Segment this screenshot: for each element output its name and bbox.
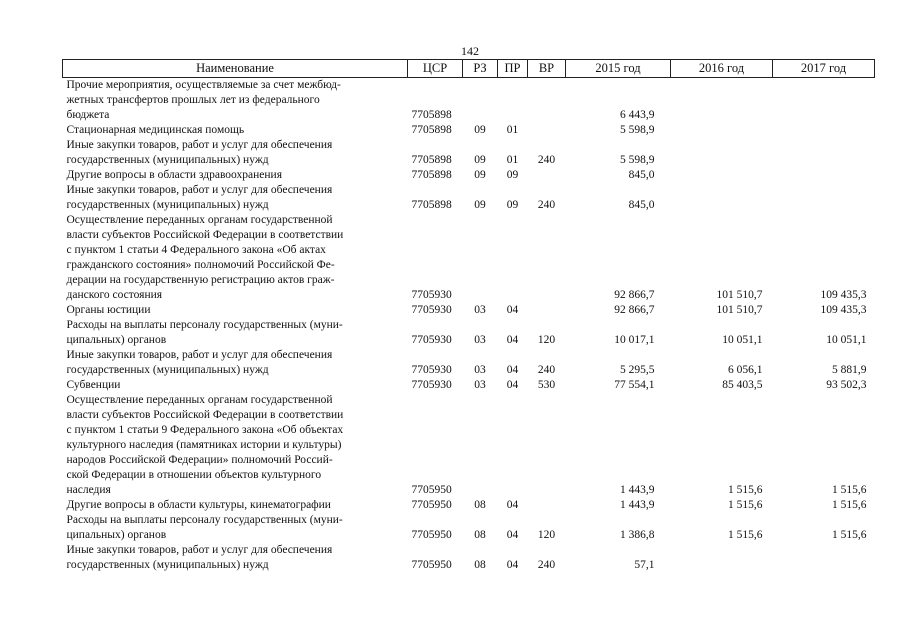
row-name-text: Осуществление переданных органам государственной власти субъектов Российской Федерации в соответствии с пунктом 1 статьи 9 Федерального закона «Об объектах культурного наследия (памятниках истории и культуры) народов Российской Федерации» полномочий Россий- ской Федерации в отношении объектов культурного наследия <box>66 394 344 496</box>
table-row <box>63 513 875 543</box>
row-2015: 1 386,8 <box>620 529 655 541</box>
row-pr: 09 <box>506 199 519 211</box>
row-rz: 03 <box>474 379 486 391</box>
row-pr: 01 <box>506 124 519 136</box>
row-vr: 530 <box>537 379 556 391</box>
row-2015: 5 295,5 <box>620 364 655 376</box>
row-name-text: Расходы на выплаты персоналу государственных (муни- ципальных) органов <box>66 319 343 346</box>
row-rz: 03 <box>474 364 486 376</box>
row-name-text: Иные закупки товаров, работ и услуг для обеспечения государственных (муниципальных) нужд <box>66 139 333 166</box>
row-2016 <box>671 123 773 138</box>
row-vr <box>528 123 566 138</box>
row-2015: 5 598,9 <box>620 154 655 166</box>
header-rz: РЗ <box>463 60 498 78</box>
row-pr: 04 <box>506 364 519 376</box>
row-csr: 7705898 <box>411 109 452 121</box>
header-2016: 2016 год <box>671 60 773 78</box>
row-name-text: Иные закупки товаров, работ и услуг для обеспечения государственных (муниципальных) нужд <box>66 349 333 376</box>
row-2017 <box>773 123 875 138</box>
row-vr <box>528 78 566 124</box>
row-2017: 1 515,6 <box>832 484 867 496</box>
table-body <box>63 78 875 574</box>
row-2016 <box>671 543 773 573</box>
row-rz: 09 <box>474 169 486 181</box>
row-csr: 7705898 <box>411 169 452 181</box>
row-name-text: Субвенции <box>66 379 121 391</box>
row-vr: 240 <box>537 154 556 166</box>
header-name: Наименование <box>63 60 408 78</box>
row-name-text: Другие вопросы в области культуры, кинематографии <box>66 499 331 511</box>
row-2016 <box>671 183 773 213</box>
row-rz: 08 <box>474 529 486 541</box>
row-2016: 10 051,1 <box>722 334 763 346</box>
row-vr: 120 <box>537 529 556 541</box>
table-row <box>63 78 875 124</box>
row-2017 <box>773 183 875 213</box>
table-row <box>63 213 875 303</box>
table-row <box>63 123 875 138</box>
row-csr: 7705898 <box>411 124 452 136</box>
row-csr: 7705950 <box>411 559 452 571</box>
row-name <box>63 498 408 513</box>
row-csr: 7705898 <box>411 199 452 211</box>
row-rz: 09 <box>474 154 486 166</box>
table-row <box>63 303 875 318</box>
row-rz <box>463 393 498 498</box>
table-row <box>63 183 875 213</box>
row-rz: 08 <box>474 499 486 511</box>
row-pr: 04 <box>506 529 519 541</box>
row-pr <box>498 393 528 498</box>
row-2017: 1 515,6 <box>832 529 867 541</box>
row-rz: 09 <box>474 124 486 136</box>
header-csr: ЦСР <box>408 60 463 78</box>
row-name-text: Органы юстиции <box>66 304 151 316</box>
row-pr: 04 <box>506 379 519 391</box>
header-2015: 2015 год <box>566 60 671 78</box>
row-name <box>63 168 408 183</box>
table-row <box>63 168 875 183</box>
row-2016 <box>671 138 773 168</box>
row-pr: 01 <box>506 154 519 166</box>
row-2017: 93 502,3 <box>826 379 867 391</box>
row-name-text: Стационарная медицинская помощь <box>66 124 245 136</box>
row-name-text: Расходы на выплаты персоналу государственных (муни- ципальных) органов <box>66 514 343 541</box>
row-rz: 03 <box>474 334 486 346</box>
row-pr: 04 <box>506 304 519 316</box>
row-name <box>63 393 408 498</box>
row-csr: 7705950 <box>411 529 452 541</box>
row-pr: 09 <box>506 169 519 181</box>
row-rz: 08 <box>474 559 486 571</box>
row-2015: 57,1 <box>634 559 655 571</box>
row-csr: 7705930 <box>411 304 452 316</box>
row-csr: 7705930 <box>411 379 452 391</box>
row-2016 <box>671 78 773 124</box>
row-vr <box>528 213 566 303</box>
row-2016: 85 403,5 <box>722 379 763 391</box>
row-2017: 109 435,3 <box>820 304 867 316</box>
row-2015: 10 017,1 <box>614 334 655 346</box>
row-vr: 120 <box>537 334 556 346</box>
row-name <box>63 213 408 303</box>
row-name <box>63 303 408 318</box>
row-2017: 10 051,1 <box>826 334 867 346</box>
row-name-text: Иные закупки товаров, работ и услуг для обеспечения государственных (муниципальных) нужд <box>66 184 333 211</box>
row-2015: 5 598,9 <box>620 124 655 136</box>
row-name <box>63 138 408 168</box>
row-name <box>63 378 408 393</box>
table-row <box>63 393 875 498</box>
row-2015: 92 866,7 <box>614 304 655 316</box>
row-name <box>63 543 408 573</box>
row-name-text: Прочие мероприятия, осуществляемые за счет межбюд- жетных трансфертов прошлых лет из федерального бюджета <box>66 79 341 121</box>
row-name-text: Иные закупки товаров, работ и услуг для обеспечения государственных (муниципальных) нужд <box>66 544 333 571</box>
row-2015: 845,0 <box>628 199 655 211</box>
row-rz: 03 <box>474 304 486 316</box>
row-2016: 101 510,7 <box>716 304 763 316</box>
table-row <box>63 348 875 378</box>
row-2015: 6 443,9 <box>620 109 655 121</box>
row-2016: 1 515,6 <box>728 529 763 541</box>
row-vr: 240 <box>537 199 556 211</box>
header-pr: ПР <box>498 60 528 78</box>
row-vr: 240 <box>537 559 556 571</box>
row-csr: 7705950 <box>411 484 452 496</box>
row-name <box>63 318 408 348</box>
table-row <box>63 378 875 393</box>
row-csr: 7705930 <box>411 289 452 301</box>
row-csr: 7705930 <box>411 364 452 376</box>
row-name <box>63 183 408 213</box>
row-2017: 5 881,9 <box>832 364 867 376</box>
table-header <box>63 60 875 78</box>
row-2017 <box>773 78 875 124</box>
row-name <box>63 123 408 138</box>
row-2015: 1 443,9 <box>620 484 655 496</box>
row-name <box>63 513 408 543</box>
row-rz: 09 <box>474 199 486 211</box>
header-vr: ВР <box>528 60 566 78</box>
header-2017: 2017 год <box>773 60 875 78</box>
row-vr <box>528 168 566 183</box>
row-2017 <box>773 168 875 183</box>
row-pr: 04 <box>506 334 519 346</box>
row-vr: 240 <box>537 364 556 376</box>
row-2016: 1 515,6 <box>728 484 763 496</box>
row-2015: 77 554,1 <box>614 379 655 391</box>
row-csr: 7705930 <box>411 334 452 346</box>
page-number: 142 <box>461 44 479 58</box>
row-vr <box>528 303 566 318</box>
row-2015: 845,0 <box>628 169 655 181</box>
row-csr: 7705898 <box>411 154 452 166</box>
row-2017 <box>773 138 875 168</box>
row-pr <box>498 78 528 124</box>
row-name <box>63 348 408 378</box>
row-name-text: Осуществление переданных органам государственной власти субъектов Российской Федерации в соответствии с пунктом 1 статьи 4 Федерального закона «Об актах гражданского состояния» полномочий Российской Фе- дерации на государственную регистрацию актов граж- данского состояния <box>66 214 344 301</box>
table-row <box>63 318 875 348</box>
row-csr: 7705950 <box>411 499 452 511</box>
row-pr: 04 <box>506 559 519 571</box>
row-rz <box>463 78 498 124</box>
row-2016: 1 515,6 <box>728 499 763 511</box>
row-pr <box>498 213 528 303</box>
table-row <box>63 498 875 513</box>
row-pr: 04 <box>506 499 519 511</box>
table-row <box>63 543 875 573</box>
row-name <box>63 78 408 124</box>
row-2016: 6 056,1 <box>728 364 763 376</box>
row-2017: 1 515,6 <box>832 499 867 511</box>
budget-table <box>62 59 875 573</box>
row-2017: 109 435,3 <box>820 289 867 301</box>
row-2016: 101 510,7 <box>716 289 763 301</box>
row-2016 <box>671 168 773 183</box>
row-vr <box>528 498 566 513</box>
row-2015: 1 443,9 <box>620 499 655 511</box>
table-row <box>63 138 875 168</box>
row-2017 <box>773 543 875 573</box>
row-rz <box>463 213 498 303</box>
row-vr <box>528 393 566 498</box>
row-name-text: Другие вопросы в области здравоохранения <box>66 169 282 181</box>
row-2015: 92 866,7 <box>614 289 655 301</box>
